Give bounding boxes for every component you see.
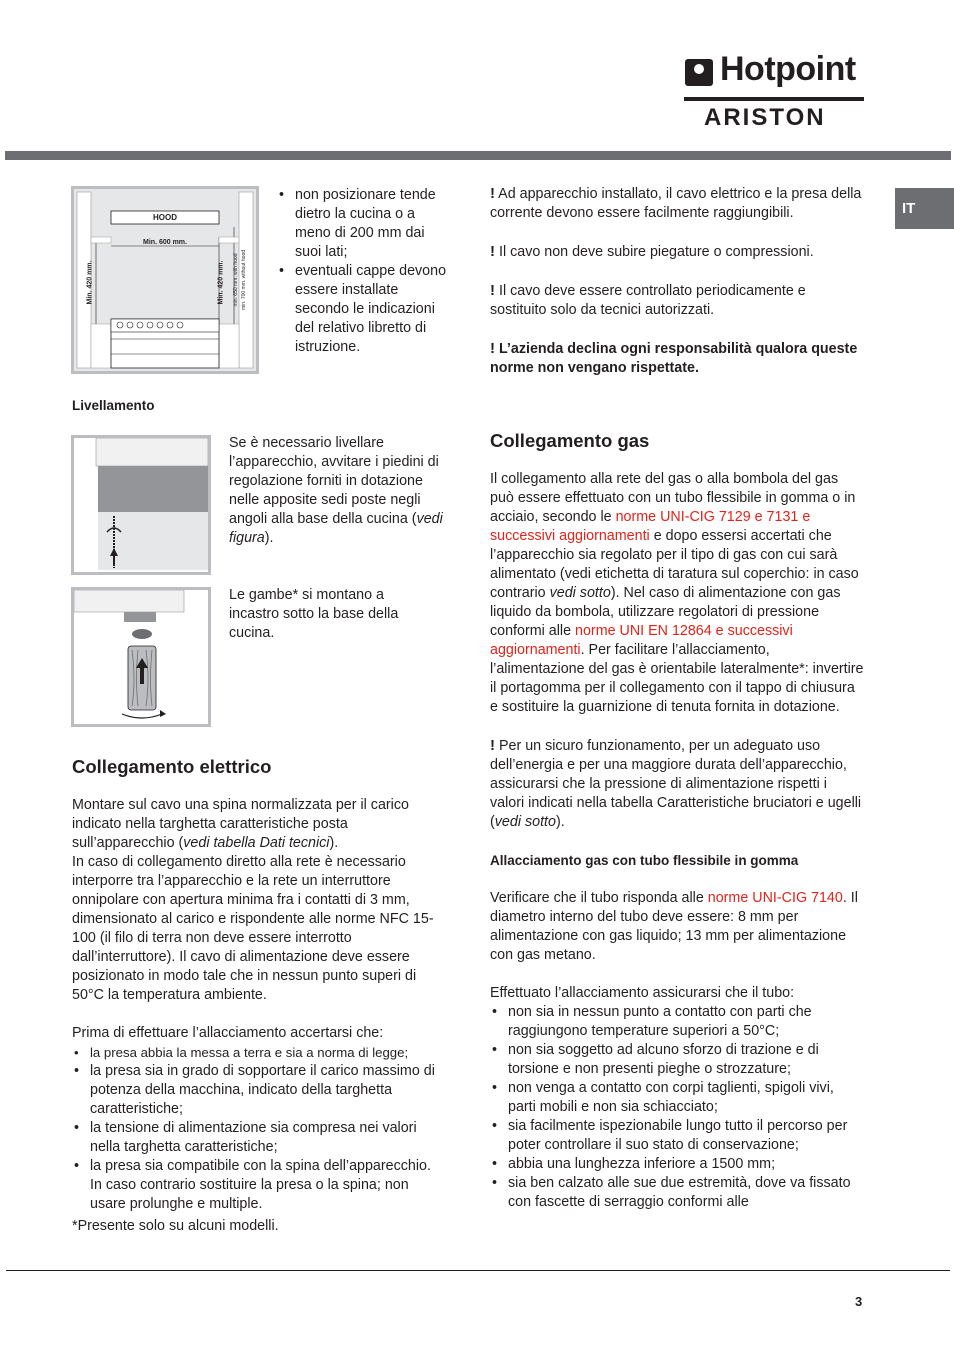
electrical-body [72,796,444,1236]
page-number: 3 [855,1294,863,1309]
logo-hotpoint-text: Hotpoint [720,50,856,88]
hose-bullet: • non venga a contatto con corpi taglienti, spigoli vivi, parti mobili e non sia schiacciato; [490,1079,864,1117]
footer-rule [6,1270,950,1271]
hose-bullet: • abbia una lunghezza inferiore a 1500 mm; [490,1155,864,1174]
bullet-item: • eventuali cappe devono essere installate secondo le indicazioni del relativo libretto di istruzione. [277,262,447,357]
electrical-bullet: • la presa sia in grado di sopportare il carico massimo di potenza della macchina, indicato della targhetta caratteristiche; [72,1062,444,1119]
hood-note-without: min. 700 mm. without hood [241,249,247,311]
warning-2: ! Il cavo non deve subire piegature o compressioni. [490,243,814,260]
language-tab: IT [895,188,954,229]
electrical-paragraph-1: Montare sul cavo una spina normalizzata per il carico indicato nella targhetta caratteristiche posta sull’apparecchio (vedi tabella Dati tecnici). [72,797,409,851]
hose-bullet: • sia facilmente ispezionabile lungo tutto il percorso per poter controllare il suo stato di conservazione; [490,1117,864,1155]
electrical-bullet: • la presa abbia la messa a terra e sia a norma di legge; [72,1043,444,1062]
legs-text: Le gambe* si montano a incastro sotto la base della cucina. [229,587,399,641]
electrical-bullet: • la presa sia compatibile con la spina dell’apparecchio. In caso contrario sostituire la presa o la spina; non usare prolunghe e multiple. [72,1157,444,1214]
hood-note-with: min. 650 mm. with hood [233,253,239,307]
gas-section-title: Collegamento gas [490,430,650,451]
electrical-paragraph-3: Prima di effettuare l’allacciamento accertarsi che: [72,1025,384,1041]
rubber-hose-paragraph-2: Effettuato l’allacciamento assicurarsi che il tubo: [490,985,795,1001]
min-420-left-label: Min. 420 mm. [86,260,94,305]
min-600-label: Min. 600 mm. [143,239,187,246]
warning-4: ! L’azienda declina ogni responsabilità qualora queste norme non vengano rispettate. [490,340,858,376]
logo-ariston-text: ARISTON [704,104,826,131]
gas-warning: ! Per un sicuro funzionamento, per un adeguato uso dell’energia e per una maggiore durata dell’apparecchio, assicurarsi che la pressione di alimentazione rispetti i valori indicati nella tabella Caratteristiche bruciatori e ugelli (vedi sotto). [490,737,862,830]
electrical-paragraph-2: In caso di collegamento diretto alla rete è necessario interporre tra l’apparecchio e la rete un interruttore onnipolare con apertura minima fra i contatti di 3 mm, dimensionato al carico e rispondente alle norme NFC 15-100 (il filo di terra non deve essere interrotto dall’interruttore). Il cavo di alimentazione deve essere posizionato in modo tale che in nessun punto superi di 50°C la temperatura ambiente. [72,854,434,1003]
min-420-right-label: Min. 420 mm. [217,260,225,305]
hood-installation-figure [71,186,259,374]
footnote: *Presente solo su alcuni modelli. [72,1218,279,1234]
brand-logo [684,50,866,131]
leveling-text: Se è necessario livellare l’apparecchio, avvitare i piedini di regolazione forniti in dotazione nelle apposite sedi poste negli angoli alla base della cucina (vedi figura). [229,435,443,546]
electrical-bullet: • la tensione di alimentazione sia compresa nei valori nella targhetta caratteristiche; [72,1119,444,1157]
electrical-section-title: Collegamento elettrico [72,756,272,777]
gas-body [490,470,864,1212]
hose-bullet: • non sia soggetto ad alcuno sforzo di trazione e di torsione e non presenti pieghe o strozzature; [490,1041,864,1079]
rubber-hose-title: Allacciamento gas con tubo flessibile in gomma [490,853,799,868]
hood-label: HOOD [153,213,177,222]
hose-bullet: • non sia in nessun punto a contatto con parti che raggiungono temperature superiori a 50°C; [490,1003,864,1041]
cable-warnings [490,184,862,378]
warning-1: ! Ad apparecchio installato, il cavo elettrico e la presa della corrente devono essere facilmente raggiungibili. [490,185,862,221]
warning-3: ! Il cavo deve essere controllato periodicamente e sostituito solo da tecnici autorizzati. [490,282,806,318]
leveling-diagram [74,438,208,572]
hose-bullet: • sia ben calzato alle sue due estremità, dove va fissato con fascette di serraggio conformi alle [490,1174,864,1212]
rubber-hose-paragraph-1: Verificare che il tubo risponda alle norme UNI-CIG 7140. Il diametro interno del tubo deve essere: 8 mm per alimentazione con gas liquido; 13 mm per alimentazione con gas metano. [490,890,858,963]
livellamento-title: Livellamento [72,398,155,413]
bullet-item: • non posizionare tende dietro la cucina o a meno di 200 mm dai suoi lati; [277,186,447,262]
hood-bullets [277,186,447,357]
legs-figure [71,587,211,727]
header-rule [5,151,951,160]
gas-paragraph-1: Il collegamento alla rete del gas o alla bombola del gas può essere effettuato con un tubo flessibile in gomma o in acciaio, secondo le norme UNI-CIG 7129 e 7131 e successivi aggiornamenti e dopo essersi accertati che l’apparecchio sia regolato per il tipo di gas con cui sarà alimentato (vedi etichetta di taratura sul coperchio: in caso contrario vedi sotto). Nel caso di alimentazione con gas liquido da bombola, utilizzare regolatori di pressione conformi alle norme UNI EN 12864 e successivi aggiornamenti. Per facilitare l’allacciamento, l’alimentazione del gas è orientabile lateralmente*: invertire il portagomma per il collegamento con il tappo di chiusura e sostituire la guarnizione di tenuta fornita in dotazione. [490,471,864,715]
logo-divider [684,97,864,101]
legs-diagram [74,590,208,724]
logo-square-icon [685,59,713,86]
leveling-figure [71,435,211,575]
